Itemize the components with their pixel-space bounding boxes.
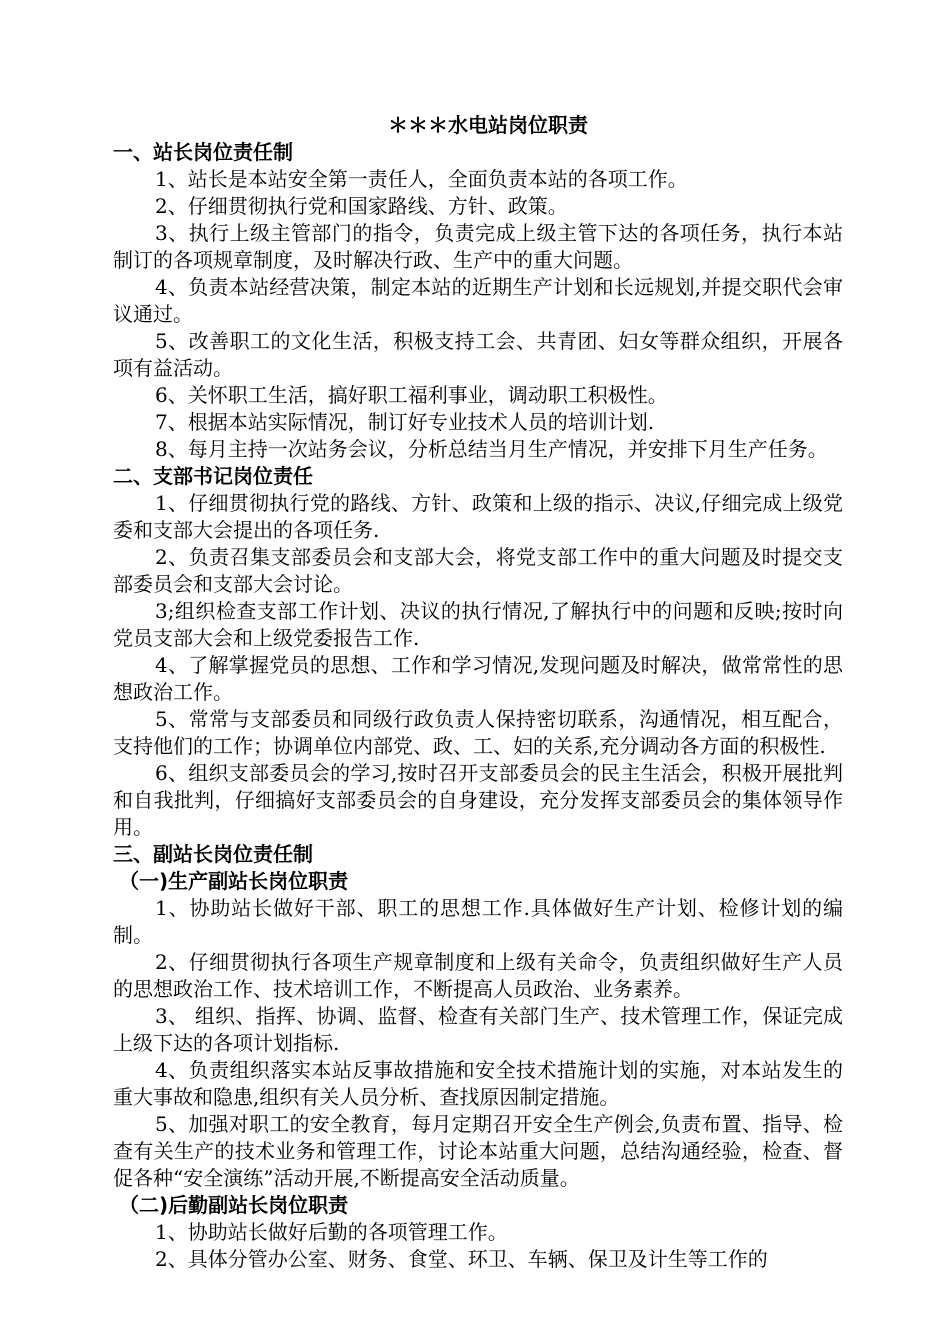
paragraph: 2、具体分管办公室、财务、食堂、环卫、车辆、保卫及计生等工作的: [155, 1247, 768, 1271]
section-heading-stationmaster: 一、站长岗位责任制: [113, 140, 293, 164]
paragraph: 4、负责本站经营决策，制定本站的近期生产计划和长远规划,并提交职代会审议通过。: [113, 275, 843, 326]
subsection-heading-production: （一)生产副站长岗位职责: [119, 869, 349, 893]
document-title: ＊＊＊水电站岗位职责: [388, 113, 588, 137]
paragraph: 1、站长是本站安全第一责任人，全面负责本站的各项工作。: [155, 167, 688, 191]
paragraph: 4、负责组织落实本站反事故措施和安全技术措施计划的实施，对本站发生的重大事故和隐患,组织有关人员分析、查找原因制定措施。: [113, 1058, 843, 1109]
paragraph: 3、执行上级主管部门的指令，负责完成上级主管下达的各项任务，执行本站制订的各项规章制度，及时解决行政、生产中的重大问题。: [113, 221, 843, 272]
paragraph: 1、仔细贯彻执行党的路线、方针、政策和上级的指示、决议,仔细完成上级党委和支部大会提出的各项任务.: [113, 491, 843, 542]
section-heading-deputy-stationmaster: 三、副站长岗位责任制: [113, 842, 313, 866]
document-body: [113, 112, 843, 1273]
paragraph: 2、负责召集支部委员会和支部大会，将党支部工作中的重大问题及时提交支部委员会和支部大会讨论。: [113, 545, 843, 596]
paragraph: 1、协助站长做好后勤的各项管理工作。: [155, 1220, 508, 1244]
paragraph: 4、了解掌握党员的思想、工作和学习情况,发现问题及时解决，做常常性的思想政治工作。: [113, 653, 843, 704]
paragraph: 3;组织检查支部工作计划、决议的执行情况,了解执行中的问题和反映;按时向党员支部大会和上级党委报告工作.: [113, 599, 843, 650]
paragraph: 5、加强对职工的安全教育，每月定期召开安全生产例会,负责布置、指导、检查有关生产的技术业务和管理工作，讨论本站重大问题，总结沟通经验，检查、督促各种“安全演练”活动开展,不断提高安全活动质量。: [113, 1112, 843, 1190]
paragraph: 6、关怀职工生活，搞好职工福利事业，调动职工积极性。: [155, 383, 668, 407]
paragraph: 1、协助站长做好干部、职工的思想工作.具体做好生产计划、检修计划的编制。: [113, 896, 843, 947]
section-heading-party-secretary: 二、支部书记岗位责任: [113, 464, 313, 488]
paragraph: 7、根据本站实际情况，制订好专业技术人员的培训计划.: [155, 410, 655, 434]
paragraph: 5、常常与支部委员和同级行政负责人保持密切联系，沟通情况，相互配合，支持他们的工作；协调单位内部党、政、工、妇的关系,充分调动各方面的积极性.: [113, 707, 843, 758]
paragraph: 5、改善职工的文化生活，积极支持工会、共青团、妇女等群众组织，开展各项有益活动。: [113, 329, 843, 380]
paragraph: 6、组织支部委员会的学习,按时召开支部委员会的民主生活会，积极开展批判和自我批判，仔细搞好支部委员会的自身建设，充分发挥支部委员会的集体领导作用。: [113, 761, 843, 839]
paragraph: 3、 组织、指挥、协调、监督、检查有关部门生产、技术管理工作，保证完成上级下达的各项计划指标.: [113, 1004, 843, 1055]
paragraph: 2、仔细贯彻执行党和国家路线、方针、政策。: [155, 194, 568, 218]
subsection-heading-logistics: （二)后勤副站长岗位职责: [119, 1193, 349, 1217]
paragraph: 8、每月主持一次站务会议，分析总结当月生产情况，并安排下月生产任务。: [155, 437, 828, 461]
paragraph: 2、仔细贯彻执行各项生产规章制度和上级有关命令，负责组织做好生产人员的思想政治工作、技术培训工作，不断提高人员政治、业务素养。: [113, 950, 843, 1001]
